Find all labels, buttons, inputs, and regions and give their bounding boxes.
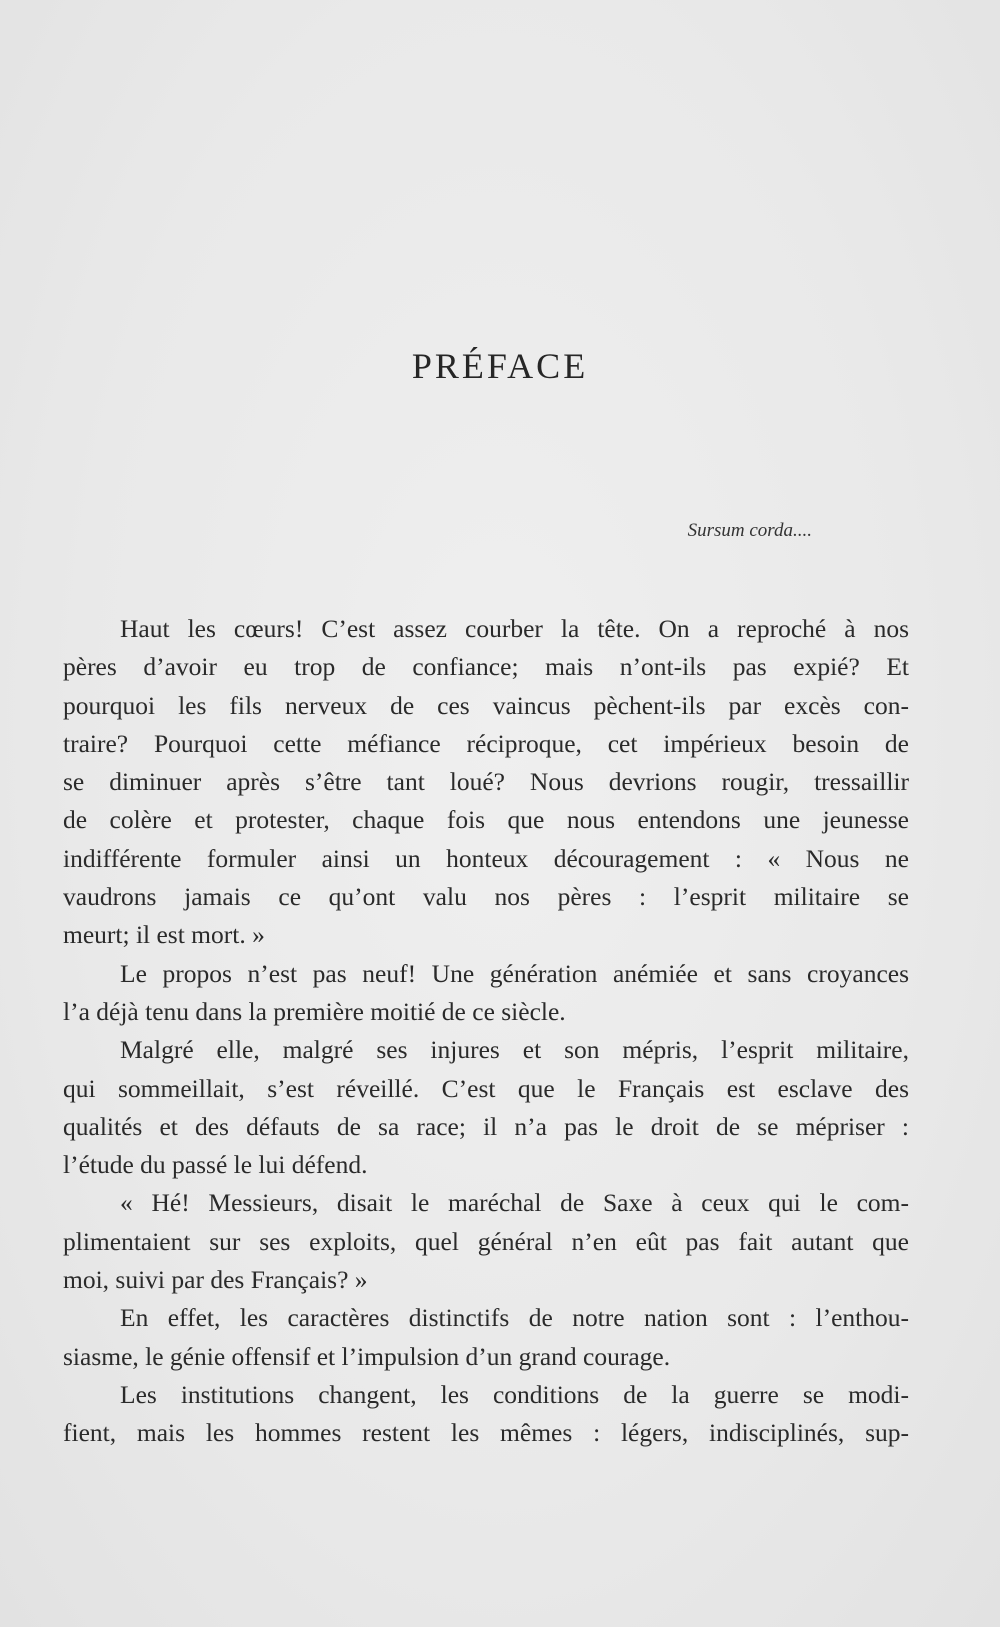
text-line: pères d’avoir eu trop de confiance; mais n’ont-ils pas expié? Et (63, 652, 909, 682)
body-text (63, 610, 909, 1453)
text-line: pourquoi les fils nerveux de ces vaincus pèchent-ils par excès con- (63, 690, 909, 720)
text-line: « Hé! Messieurs, disait le maréchal de Saxe à ceux qui le com- (120, 1188, 909, 1218)
text-line: vaudrons jamais ce qu’ont valu nos pères : l’esprit militaire se (63, 882, 909, 912)
text-line: de colère et protester, chaque fois que nous entendons une jeunesse (63, 805, 909, 835)
text-line: siasme, le génie offensif et l’impulsion d’un grand courage. (63, 1341, 671, 1371)
epigraph: Sursum corda.... (687, 520, 812, 541)
text-line: se diminuer après s’être tant loué? Nous devrions rougir, tressaillir (63, 767, 909, 797)
text-line: traire? Pourquoi cette méfiance réciproque, cet impérieux besoin de (63, 728, 909, 758)
text-line: En effet, les caractères distinctifs de notre nation sont : l’enthou- (120, 1303, 909, 1333)
text-line: Haut les cœurs! C’est assez courber la tête. On a reproché à nos (120, 614, 909, 643)
text-line: l’a déjà tenu dans la première moitié de ce siècle. (63, 996, 566, 1026)
text-line: l’étude du passé le lui défend. (63, 1150, 368, 1180)
text-line: qualités et des défauts de sa race; il n’a pas le droit de se mépriser : (63, 1111, 909, 1141)
text-line: fient, mais les hommes restent les mêmes : légers, indisciplinés, sup- (63, 1418, 909, 1448)
text-line: Malgré elle, malgré ses injures et son mépris, l’esprit militaire, (120, 1035, 909, 1065)
text-line: meurt; il est mort. » (63, 920, 265, 950)
text-line: moi, suivi par des Français? » (63, 1265, 368, 1295)
text-line: plimentaient sur ses exploits, quel général n’en eût pas fait autant que (63, 1226, 909, 1256)
page-title: PRÉFACE (411, 346, 589, 386)
text-line: Le propos n’est pas neuf! Une génération anémiée et sans croyances (120, 958, 909, 988)
text-line: qui sommeillait, s’est réveillé. C’est que le Français est esclave des (63, 1073, 909, 1103)
text-line: Les institutions changent, les conditions de la guerre se modi- (120, 1379, 909, 1409)
text-line: indifférente formuler ainsi un honteux découragement : « Nous ne (63, 843, 909, 873)
